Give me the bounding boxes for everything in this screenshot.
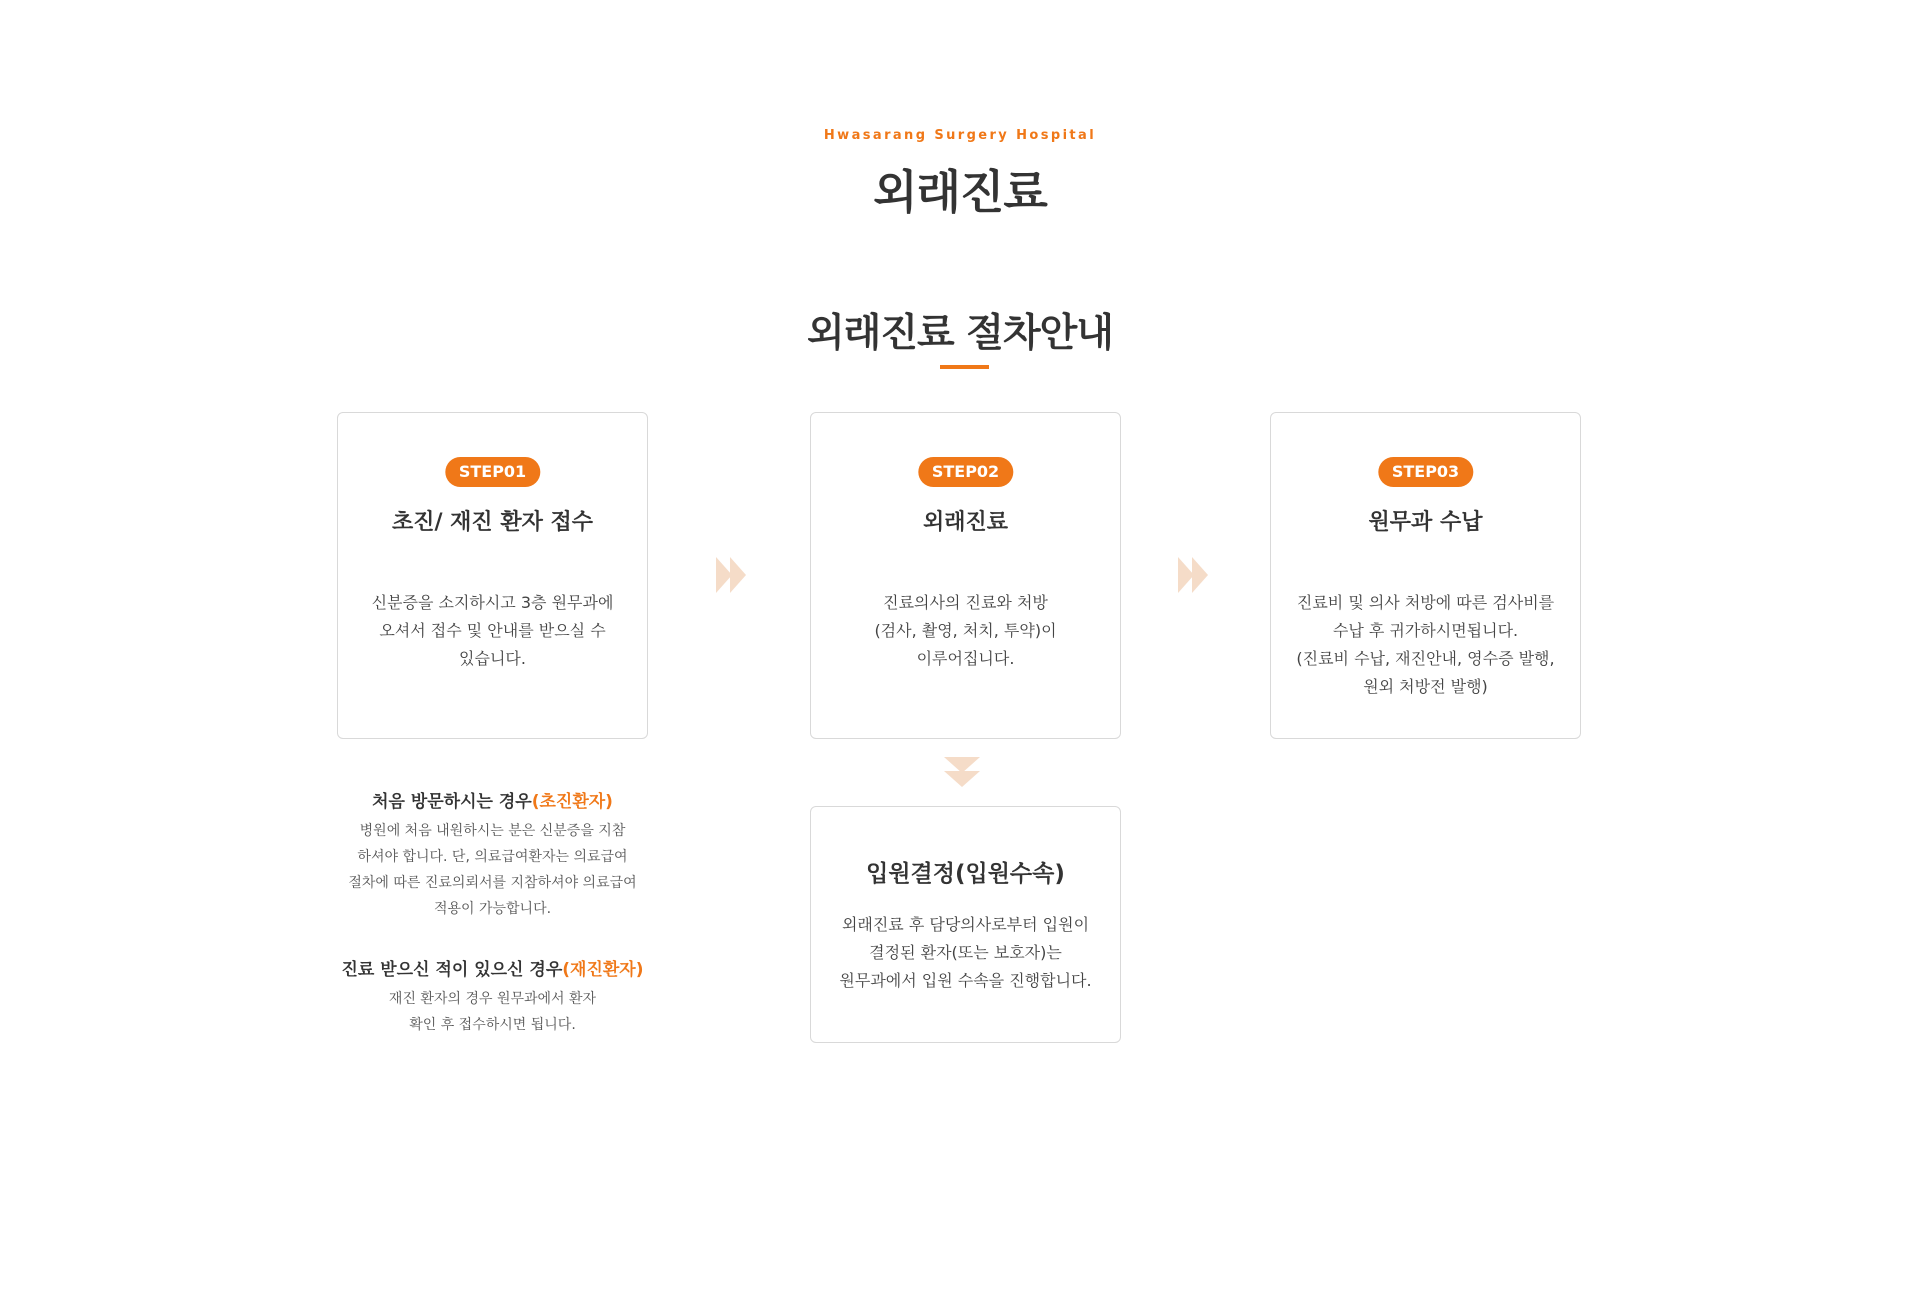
- step-description: 신분증을 소지하시고 3층 원무과에 오셔서 접수 및 안내를 받으실 수 있습니다.: [371, 593, 614, 668]
- step-card-3: [1270, 412, 1581, 739]
- note-heading: [337, 955, 648, 980]
- note-heading-accent: (재진환자): [562, 960, 644, 980]
- note-body: 재진 환자의 경우 원무과에서 환자 확인 후 접수하시면 됩니다.: [388, 991, 597, 1033]
- section-title: 외래진료 절차안내: [807, 311, 1113, 356]
- step-badge: STEP01: [445, 457, 540, 487]
- step-title: 원무과 수납: [1368, 510, 1483, 535]
- note-heading-accent: (초진환자): [531, 792, 613, 812]
- note-first-visit: [337, 787, 648, 922]
- section-title-underline: [940, 365, 989, 369]
- double-chevron-right-icon: [1178, 557, 1210, 593]
- note-heading-text: 진료 받으신 적이 있으신 경우: [341, 960, 563, 980]
- double-chevron-right-icon: [716, 557, 748, 593]
- hospital-eyebrow: Hwasarang Surgery Hospital: [823, 128, 1097, 143]
- step-title: 초진/ 재진 환자 접수: [391, 510, 594, 535]
- admission-title: 입원결정(입원수속): [866, 861, 1065, 887]
- note-heading: [337, 787, 648, 812]
- step-card-2: [810, 412, 1121, 739]
- admission-card: [810, 806, 1121, 1043]
- note-return-visit: [337, 955, 648, 1038]
- note-body: 병원에 처음 내원하시는 분은 신분증을 지참 하셔야 합니다. 단, 의료급여환자는 의료급여 절차에 따른 진료의뢰서를 지참하셔야 의료급여 적용이 가능합니다.: [348, 823, 637, 917]
- page-title: 외래진료: [873, 165, 1047, 219]
- step-description: 진료비 및 의사 처방에 따른 검사비를 수납 후 귀가하시면됩니다. (진료비 수납, 재진안내, 영수증 발행, 원외 처방전 발행): [1296, 593, 1555, 696]
- step-description: 진료의사의 진료와 처방 (검사, 촬영, 처치, 투약)이 이루어집니다.: [874, 593, 1057, 668]
- note-heading-text: 처음 방문하시는 경우: [372, 792, 532, 812]
- double-chevron-down-icon: [944, 757, 980, 789]
- step-title: 외래진료: [922, 510, 1008, 535]
- admission-description: 외래진료 후 담당의사로부터 입원이 결정된 환자(또는 보호자)는 원무과에서 입원 수속을 진행합니다.: [839, 915, 1092, 990]
- step-badge: STEP02: [918, 457, 1013, 487]
- step-card-1: [337, 412, 648, 739]
- step-badge: STEP03: [1378, 457, 1473, 487]
